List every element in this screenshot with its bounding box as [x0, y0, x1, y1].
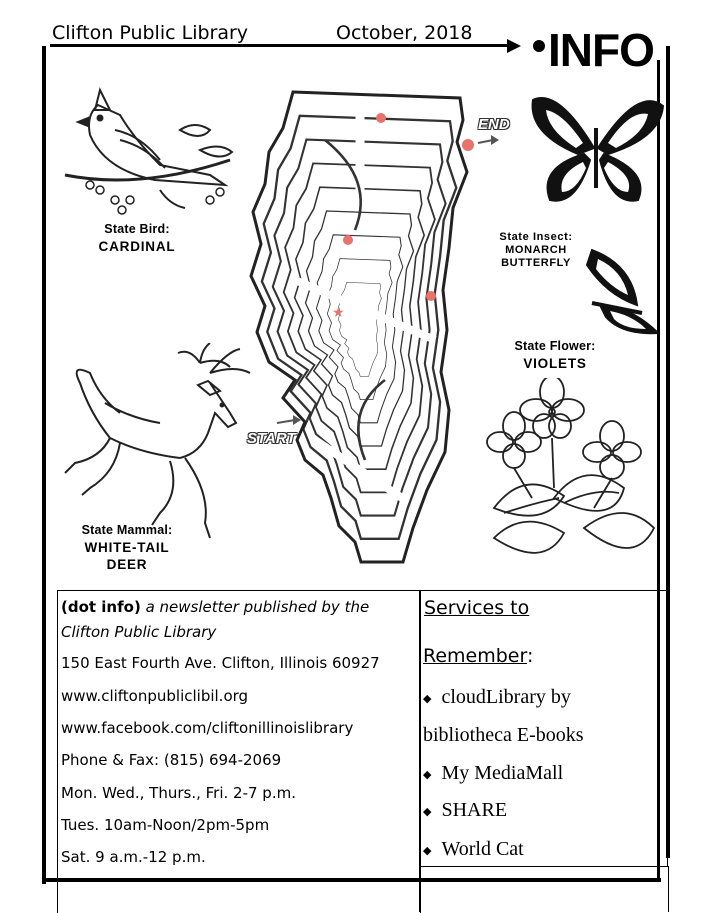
issue-date: October, 2018 — [336, 22, 473, 44]
left-rule — [42, 46, 46, 884]
insect-caption-line1: State Insect: — [499, 231, 573, 243]
insect-caption — [484, 231, 588, 270]
newsletter-name: (dot info) — [61, 598, 141, 616]
library-name: Clifton Public Library — [52, 22, 249, 44]
service-item — [423, 762, 563, 785]
service-item — [423, 799, 507, 822]
library-facebook[interactable]: www.facebook.com/cliftonillinoislibrary — [61, 719, 354, 737]
newsletter-tagline-text: a newsletter published by the — [140, 598, 370, 616]
service-worldcat: World Cat — [441, 838, 524, 860]
bullet-icon: ◆ — [423, 768, 432, 781]
flower-caption — [500, 338, 610, 372]
service-item-continued: bibliotheca E-books — [423, 724, 584, 746]
bird-caption-line1: State Bird: — [104, 222, 170, 236]
butterfly-side-illustration — [582, 245, 662, 340]
services-heading: Services to — [424, 597, 530, 619]
library-address: 150 East Fourth Ave. Clifton, Illinois 60927 — [61, 654, 380, 672]
hours-weekday: Mon. Wed., Thurs., Fri. 2-7 p.m. — [61, 784, 296, 802]
flower-caption-line1: State Flower: — [514, 339, 596, 353]
newsletter-publisher-text: Clifton Public Library — [61, 623, 217, 641]
flower-caption-line2: VIOLETS — [523, 356, 587, 371]
service-share: SHARE — [441, 799, 508, 821]
mammal-caption-line2: WHITE-TAIL DEER — [84, 540, 170, 572]
service-cloudlibrary: cloudLibrary by — [441, 686, 571, 708]
services-heading-line2 — [423, 645, 533, 667]
library-phone: Phone & Fax: (815) 694-2069 — [61, 751, 282, 769]
illinois-maze-map — [235, 80, 510, 580]
bullet-icon: ◆ — [423, 692, 432, 705]
service-item — [423, 686, 571, 709]
services-box-continuation — [419, 866, 669, 912]
mammal-caption — [70, 522, 184, 573]
service-mymediamall: My MediaMall — [441, 762, 564, 784]
violets-illustration — [484, 378, 656, 574]
newsletter-tagline — [61, 597, 369, 617]
service-item — [423, 838, 524, 861]
top-rule — [50, 44, 510, 47]
insect-caption-line3: BUTTERFLY — [501, 257, 571, 269]
services-heading-colon: : — [526, 645, 534, 667]
page-title: INFO — [548, 24, 654, 76]
hours-tuesday: Tues. 10am-Noon/2pm-5pm — [61, 816, 270, 834]
butterfly-illustration — [528, 88, 666, 210]
bird-caption-line2: CARDINAL — [98, 239, 176, 254]
bird-caption — [82, 221, 192, 255]
newsletter-publisher — [61, 622, 216, 642]
maze-start-label: START — [247, 430, 296, 447]
insect-caption-line2: MONARCH — [505, 244, 567, 256]
maze-end-label: END — [478, 116, 510, 133]
mammal-caption-line1: State Mammal: — [81, 523, 173, 537]
arrow-icon — [505, 36, 547, 56]
bullet-icon: ◆ — [423, 805, 432, 818]
hours-saturday: Sat. 9 a.m.-12 p.m. — [61, 848, 206, 866]
services-heading-remember: Remember — [423, 645, 527, 667]
library-website[interactable]: www.cliftonpubliclibil.org — [61, 687, 249, 705]
cardinal-illustration — [60, 80, 240, 220]
bullet-icon: ◆ — [423, 844, 432, 857]
svg-text:★: ★ — [332, 305, 345, 321]
